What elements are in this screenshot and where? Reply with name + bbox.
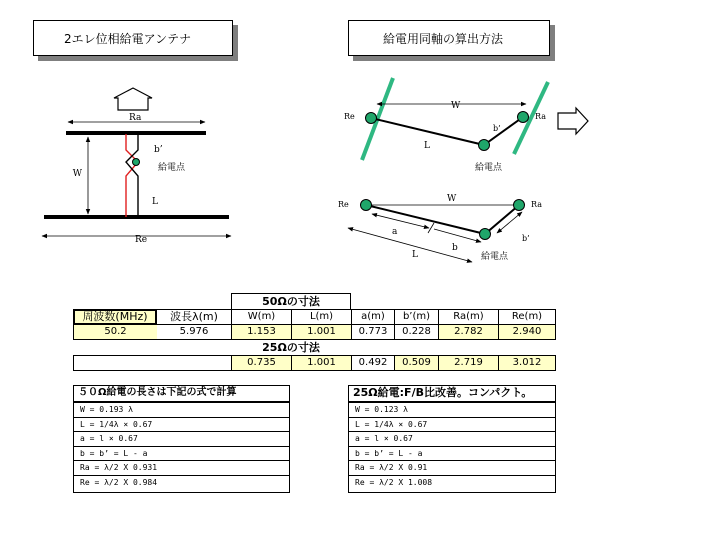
feed-point-label-top: 給電点 <box>475 163 503 173</box>
formula-25-line: Re = λ/2 X 1.008 <box>355 477 433 487</box>
formula-25-line: a = l × 0.67 <box>349 432 555 447</box>
feed-node-bottom <box>480 229 491 240</box>
cell-re-25: 3.012 <box>498 355 556 371</box>
a-label: a <box>392 227 398 237</box>
cell-frequency: 50.2 <box>73 324 157 340</box>
b-prime-dimension-line <box>497 212 522 233</box>
section-25-header: 25Ωの寸法 <box>262 341 320 354</box>
formula-25-line: b = b’ = L - a <box>349 447 555 462</box>
cell-ra-50: 2.782 <box>438 324 498 340</box>
cell-a-50: 0.773 <box>351 324 394 340</box>
header-ra: Ra(m) <box>438 309 498 324</box>
ra-node-bottom <box>514 200 525 211</box>
w-label-bottom: W <box>447 194 457 204</box>
ra-label-bottom: Ra <box>531 200 542 209</box>
formula-50-line: L = 1/4λ × 0.67 <box>74 418 289 433</box>
section-50-header: 50Ωの寸法 <box>231 293 351 309</box>
re-label-top: Re <box>344 112 355 121</box>
w-label-top: W <box>451 101 461 111</box>
formula-box-25 <box>348 385 556 493</box>
header-wavelength: 波長λ(m) <box>157 309 231 324</box>
header-re: Re(m) <box>498 309 556 324</box>
l-label-bottom: L <box>412 250 418 260</box>
b-prime-label: b’ <box>154 145 163 155</box>
formula-25-line: Ra = λ/2 X 0.91 <box>349 461 555 476</box>
formula-50-line: Re = λ/2 X 0.984 <box>80 477 158 487</box>
formula-50-title: ５０Ω給電の長さは下記の式で計算 <box>74 386 289 403</box>
cell-b-prime-25: 0.509 <box>394 355 438 371</box>
feed-line-red <box>126 134 138 217</box>
ra-node-top <box>518 112 529 123</box>
formula-box-50 <box>73 385 290 493</box>
feed-point-node <box>133 159 140 166</box>
w-label: W <box>72 169 82 179</box>
cell-b-prime-50: 0.228 <box>394 324 438 340</box>
ra-label-top: Ra <box>535 112 546 121</box>
cell-l-50: 1.001 <box>291 324 351 340</box>
header-l: L(m) <box>291 309 351 324</box>
b-prime-label-bottom: b’ <box>522 234 530 243</box>
formula-25-line: L = 1/4λ × 0.67 <box>349 418 555 433</box>
re-label-bottom: Re <box>338 200 349 209</box>
direction-up-arrow <box>114 88 152 110</box>
a-dimension-line <box>372 214 429 228</box>
cell-a-25: 0.492 <box>351 355 394 371</box>
formula-50-line: a = l × 0.67 <box>74 432 289 447</box>
re-label: Re <box>135 235 148 245</box>
cell-w-25: 0.735 <box>231 355 291 371</box>
coax-path-bottom <box>366 205 519 234</box>
l-label: L <box>152 197 158 207</box>
b-label: b <box>452 243 458 253</box>
re-node-top <box>366 113 377 124</box>
re-node-bottom <box>361 200 372 211</box>
formula-50-line: W = 0.193 λ <box>74 403 289 418</box>
formula-25-title: 25Ω給電:F/B比改善。コンパクト。 <box>349 386 555 403</box>
cell-l-25: 1.001 <box>291 355 351 371</box>
feed-node-top <box>479 140 490 151</box>
cell-frequency-25 <box>73 355 157 371</box>
b-prime-label-top: b’ <box>493 124 501 133</box>
antenna-title: 2エレ位相給電アンテナ <box>64 31 192 46</box>
calc-title: 給電用同軸の算出方法 <box>383 31 504 46</box>
feed-point-label: 給電点 <box>158 163 186 173</box>
cell-re-50: 2.940 <box>498 324 556 340</box>
l-label-top: L <box>424 141 430 151</box>
header-w: W(m) <box>231 309 291 324</box>
header-a: a(m) <box>351 309 394 324</box>
header-b-prime: b’(m) <box>394 309 438 324</box>
cell-wavelength: 5.976 <box>157 324 231 340</box>
cell-w-50: 1.153 <box>231 324 291 340</box>
feed-point-label-bottom: 給電点 <box>481 252 509 262</box>
formula-25-line: W = 0.123 λ <box>349 403 555 418</box>
ra-label: Ra <box>129 113 142 123</box>
formula-50-line: Ra = λ/2 X 0.931 <box>74 461 289 476</box>
cell-ra-25: 2.719 <box>438 355 498 371</box>
feed-line-black <box>126 134 138 217</box>
cell-wavelength-25 <box>157 355 231 371</box>
header-frequency: 周波数(MHz) <box>73 309 157 325</box>
formula-50-line: b = b’ = L - a <box>74 447 289 462</box>
direction-right-arrow <box>558 108 588 134</box>
